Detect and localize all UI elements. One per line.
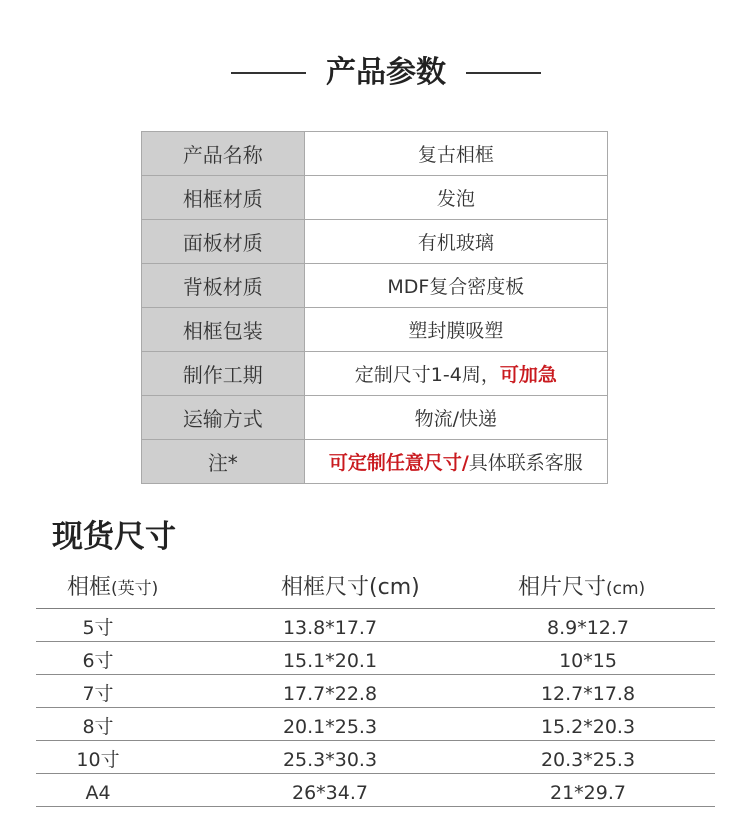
photo-size-cell: 21*29.7	[550, 782, 626, 804]
photo-size-cell: 10*15	[559, 650, 617, 672]
param-label: 产品名称	[142, 132, 305, 176]
param-label: 运输方式	[142, 396, 305, 440]
param-value: 复古相框	[304, 132, 607, 176]
param-value-production-time	[304, 352, 607, 396]
table-row	[36, 774, 715, 807]
photo-size-cell: 8.9*12.7	[546, 617, 630, 639]
unit-label: (英寸)	[111, 579, 159, 599]
param-row	[142, 220, 608, 264]
frame-inch-cell: 8寸	[82, 716, 114, 738]
table-row	[36, 708, 715, 741]
table-row	[36, 675, 715, 708]
param-label: 背板材质	[142, 264, 305, 308]
param-row	[142, 264, 608, 308]
photo-size-cell: 20.3*25.3	[540, 749, 636, 771]
param-value: 发泡	[304, 176, 607, 220]
param-row	[142, 132, 608, 176]
frame-size-cell: 13.8*17.7	[282, 617, 378, 639]
unit-label: (cm)	[606, 579, 646, 599]
param-value: 塑封膜吸塑	[304, 308, 607, 352]
frame-size-cell: 26*34.7	[292, 782, 368, 804]
param-label: 注*	[142, 440, 305, 484]
table-row	[36, 642, 715, 675]
column-header-frame-size: 相框尺寸(cm)	[281, 575, 420, 600]
frame-size-cell: 25.3*30.3	[282, 749, 378, 771]
param-value: MDF复合密度板	[304, 264, 607, 308]
photo-size-cell: 12.7*17.8	[540, 683, 636, 705]
column-header-photo-size: 相片尺寸(cm)	[518, 575, 646, 600]
frame-size-cell: 20.1*25.3	[282, 716, 378, 738]
param-value-note	[304, 440, 607, 484]
frame-inch-cell: 5寸	[82, 617, 114, 639]
size-table-header	[36, 570, 715, 609]
title-divider-left	[231, 72, 306, 74]
frame-inch-cell: A4	[85, 782, 111, 804]
contact-service-text: 具体联系客服	[468, 452, 583, 474]
param-row	[142, 396, 608, 440]
page-title: 产品参数	[326, 55, 446, 90]
param-label: 相框材质	[142, 176, 305, 220]
product-params-table	[141, 131, 608, 484]
rush-order-note: 可加急	[499, 364, 557, 386]
frame-inch-cell: 6寸	[82, 650, 114, 672]
title-divider-right	[466, 72, 541, 74]
photo-size-cell: 15.2*20.3	[540, 716, 636, 738]
table-row	[36, 741, 715, 774]
param-row	[142, 176, 608, 220]
param-label: 相框包装	[142, 308, 305, 352]
param-label: 面板材质	[142, 220, 305, 264]
param-row	[142, 352, 608, 396]
production-time-text: 定制尺寸1-4周，	[354, 364, 500, 386]
param-value: 物流/快递	[304, 396, 607, 440]
frame-size-cell: 15.1*20.1	[282, 650, 378, 672]
column-header-frame: 相框(英寸)	[67, 575, 159, 600]
section-title	[0, 50, 750, 96]
unit-label: (cm)	[369, 575, 420, 600]
stock-sizes-heading: 现货尺寸	[52, 519, 176, 555]
frame-inch-cell: 7寸	[82, 683, 114, 705]
size-table-body	[36, 609, 715, 807]
param-value: 有机玻璃	[304, 220, 607, 264]
frame-inch-cell: 10寸	[76, 749, 120, 771]
param-row	[142, 308, 608, 352]
frame-size-cell: 17.7*22.8	[282, 683, 378, 705]
table-row	[36, 609, 715, 642]
param-label: 制作工期	[142, 352, 305, 396]
param-row	[142, 440, 608, 484]
custom-size-note: 可定制任意尺寸/	[328, 452, 469, 474]
